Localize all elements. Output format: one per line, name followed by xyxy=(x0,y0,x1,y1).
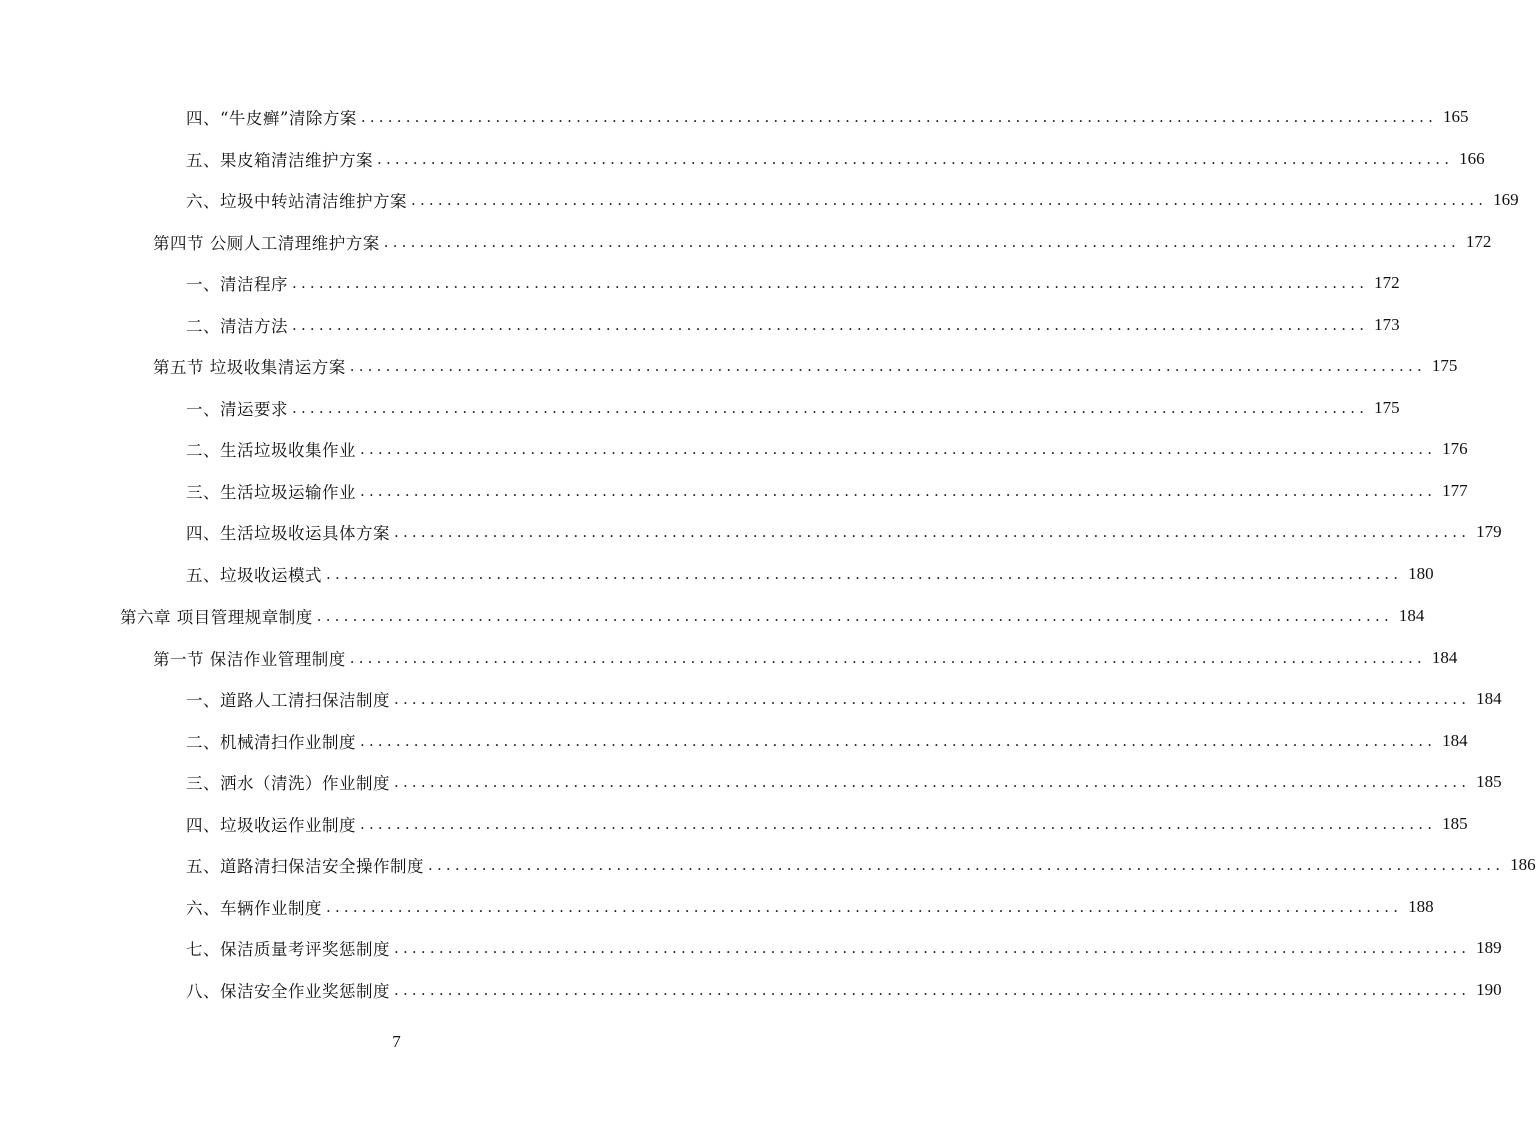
toc-entry xyxy=(153,228,1492,256)
toc-entry-page: 185 xyxy=(1442,814,1468,833)
toc-entry-page: 169 xyxy=(1493,190,1519,209)
toc-entry xyxy=(186,768,1502,796)
toc-entry xyxy=(186,851,1536,879)
toc-leader-dots: ........................................................................................................................ xyxy=(349,649,1426,667)
toc-entry xyxy=(186,934,1502,962)
toc-entry xyxy=(186,727,1468,755)
toc-entry xyxy=(186,685,1502,713)
toc-leader-dots: ........................................................................................................................ xyxy=(316,607,1393,625)
toc-entry-page: 166 xyxy=(1459,149,1485,168)
toc-entry xyxy=(186,145,1485,173)
toc-entry xyxy=(186,477,1468,505)
toc-leader-dots: ........................................................................................................................ xyxy=(394,939,1471,957)
toc-entry-page: 175 xyxy=(1431,356,1458,375)
toc-entry xyxy=(153,644,1458,672)
toc-entry xyxy=(186,976,1502,1004)
toc-entry-title: 第一节 保洁作业管理制度 xyxy=(153,650,346,669)
toc-entry xyxy=(186,518,1502,546)
toc-entry-page: 180 xyxy=(1408,564,1434,583)
toc-leader-dots: ........................................................................................................................ xyxy=(394,773,1471,791)
toc-entry-page: 185 xyxy=(1476,772,1502,791)
toc-leader-dots: ........................................................................................................................ xyxy=(377,150,1454,168)
toc-leader-dots: ........................................................................................................................ xyxy=(292,399,1369,417)
toc-entry-title: 五、垃圾收运模式 xyxy=(186,566,322,585)
toc-entry-title: 六、车辆作业制度 xyxy=(186,899,322,918)
toc-entry xyxy=(153,352,1458,380)
toc-entry-title: 第四节 公厕人工清理维护方案 xyxy=(153,234,380,253)
toc-entry xyxy=(186,103,1469,131)
toc-entry-page: 179 xyxy=(1476,522,1502,541)
toc-entry xyxy=(186,269,1400,297)
toc-leader-dots: ........................................................................................................................ xyxy=(394,523,1471,541)
toc-entry-title: 四、“牛皮癣”清除方案 xyxy=(186,109,357,128)
toc-entry-page: 177 xyxy=(1442,481,1468,500)
toc-leader-dots: ........................................................................................................................ xyxy=(360,108,1438,126)
toc-entry xyxy=(186,560,1434,588)
toc-entry-page: 190 xyxy=(1476,980,1502,999)
toc-leader-dots: ........................................................................................................................ xyxy=(292,274,1369,292)
toc-leader-dots: ........................................................................................................................ xyxy=(360,440,1437,458)
toc-leader-dots: ........................................................................................................................ xyxy=(360,815,1437,833)
toc-entry-title: 一、清运要求 xyxy=(186,400,288,419)
toc-entry-page: 184 xyxy=(1398,606,1425,625)
toc-entry-title: 七、保洁质量考评奖惩制度 xyxy=(186,940,390,959)
toc-entry-page: 184 xyxy=(1442,731,1468,750)
toc-entry xyxy=(186,394,1400,422)
toc-entry-title: 五、道路清扫保洁安全操作制度 xyxy=(186,857,424,876)
toc-entry-title: 五、果皮箱清洁维护方案 xyxy=(186,151,373,170)
toc-leader-dots: ........................................................................................................................ xyxy=(394,981,1471,999)
toc-leader-dots: ........................................................................................................................ xyxy=(326,565,1403,583)
toc-entry-page: 175 xyxy=(1374,398,1400,417)
page-number: 7 xyxy=(392,1032,401,1051)
toc-entry-title: 二、生活垃圾收集作业 xyxy=(186,441,356,460)
toc-entry-page: 189 xyxy=(1476,938,1502,957)
toc-entry-page: 173 xyxy=(1374,315,1400,334)
toc-leader-dots: ........................................................................................................................ xyxy=(428,856,1505,874)
toc-entry xyxy=(186,186,1519,214)
toc-entry-title: 一、道路人工清扫保洁制度 xyxy=(186,691,390,710)
toc-leader-dots: ........................................................................................................................ xyxy=(360,732,1437,750)
toc-entry-title: 四、垃圾收运作业制度 xyxy=(186,816,356,835)
toc-entry xyxy=(186,435,1468,463)
toc-entry-page: 186 xyxy=(1510,855,1536,874)
toc-entry xyxy=(186,311,1400,339)
toc-entry-title: 一、清洁程序 xyxy=(186,275,288,294)
toc-entry xyxy=(120,602,1425,630)
toc-leader-dots: ........................................................................................................................ xyxy=(383,233,1460,251)
toc-entry-page: 184 xyxy=(1431,648,1458,667)
toc-leader-dots: ........................................................................................................................ xyxy=(326,898,1403,916)
toc-entry-page: 172 xyxy=(1374,273,1400,292)
toc-entry-title: 四、生活垃圾收运具体方案 xyxy=(186,524,390,543)
toc-entry-title: 二、清洁方法 xyxy=(186,317,288,336)
toc-leader-dots: ........................................................................................................................ xyxy=(292,316,1369,334)
toc-entry-page: 176 xyxy=(1442,439,1468,458)
toc-entry-page: 188 xyxy=(1408,897,1434,916)
toc-entry-page: 165 xyxy=(1443,107,1469,126)
toc-entry-title: 六、垃圾中转站清洁维护方案 xyxy=(186,192,407,211)
toc-entry-title: 三、洒水（清洗）作业制度 xyxy=(186,774,390,793)
toc-entry-title: 第五节 垃圾收集清运方案 xyxy=(153,358,346,377)
toc-entry-title: 二、机械清扫作业制度 xyxy=(186,733,356,752)
toc-leader-dots: ........................................................................................................................ xyxy=(411,191,1488,209)
toc-leader-dots: ........................................................................................................................ xyxy=(394,690,1471,708)
toc-entry-page: 184 xyxy=(1476,689,1502,708)
toc-entry-page: 172 xyxy=(1465,232,1492,251)
toc-entry xyxy=(186,810,1468,838)
toc-leader-dots: ........................................................................................................................ xyxy=(349,357,1426,375)
toc-entry-title: 八、保洁安全作业奖惩制度 xyxy=(186,982,390,1001)
toc-entry xyxy=(186,893,1434,921)
toc-leader-dots: ........................................................................................................................ xyxy=(360,482,1437,500)
toc-entry-title: 第六章 项目管理规章制度 xyxy=(120,608,313,627)
toc-entry-title: 三、生活垃圾运输作业 xyxy=(186,483,356,502)
